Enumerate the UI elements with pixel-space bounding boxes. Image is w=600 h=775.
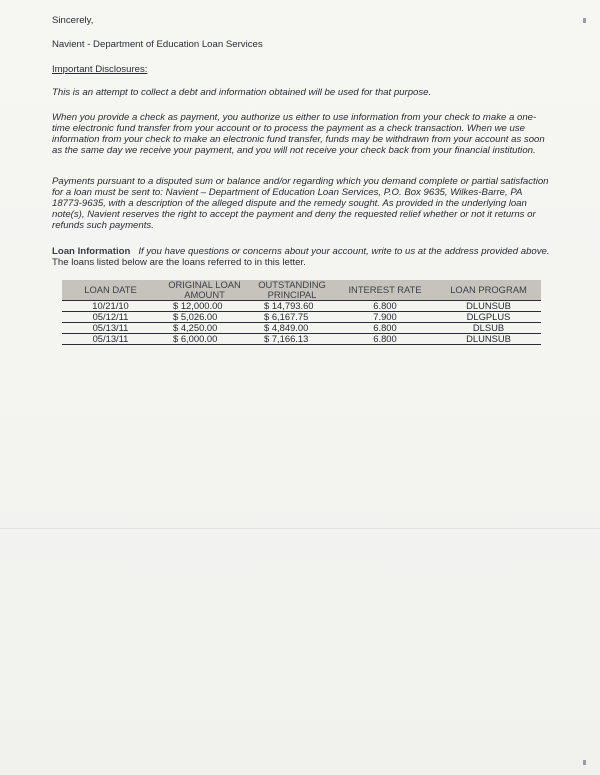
sender-name: Navient - Department of Education Loan Services	[52, 39, 263, 50]
loan-program-cell: DLUNSUB	[436, 334, 541, 345]
loan-information-heading: Loan Information	[52, 246, 131, 257]
check-payment-paragraph: When you provide a check as payment, you authorize us either to use information from your check to make a one-time electronic fund transfer from your account or to process the payment as a check transaction. When we use information from your check to make an electronic fund transfer, funds may be withdrawn from your account as soon as the same day we receive your payment, and you will not receive your check back from your financial institution.	[52, 112, 545, 156]
paper-fold-line	[0, 528, 600, 529]
loan-program-cell: DLGPLUS	[436, 312, 541, 323]
debt-collection-notice: This is an attempt to collect a debt and information obtained will be used for that purpose.	[52, 87, 432, 98]
loan-table	[62, 280, 541, 345]
table-row	[62, 312, 541, 323]
disclosures-heading: Important Disclosures:	[52, 64, 148, 75]
outstanding-principal-cell: $ 14,793.60	[250, 301, 334, 312]
loan-information-paragraph	[52, 246, 552, 268]
scan-edge-mark	[583, 760, 586, 765]
disputed-payment-paragraph: Payments pursuant to a disputed sum or balance and/or regarding which you demand complete or partial satisfaction for a loan must be sent to: Navient – Department of Education Loan Services, P.O. Box 9635, Wilkes-Barre, PA 18773-9635, with a description of the alleged dispute and the remedy sought. As provided in the underlying loan note(s), Navient reserves the right to accept the payment and deny the requested relief whether or not it returns or refunds such payments.	[52, 176, 549, 231]
column-header-original-loan-amount: ORIGINAL LOAN AMOUNT	[159, 280, 250, 301]
interest-rate-cell: 6.800	[334, 323, 436, 334]
column-header-interest-rate: INTEREST RATE	[334, 280, 436, 301]
outstanding-principal-cell: $ 6,167.75	[250, 312, 334, 323]
closing-salutation: Sincerely,	[52, 15, 94, 26]
column-header-loan-program: LOAN PROGRAM	[436, 280, 541, 301]
loan-date-cell: 10/21/10	[62, 301, 159, 312]
interest-rate-cell: 7.900	[334, 312, 436, 323]
loan-date-cell: 05/13/11	[62, 323, 159, 334]
original-amount-cell: $ 5,026.00	[159, 312, 250, 323]
loan-information-contact-note: If you have questions or concerns about your account, write to us at the address provided above.	[138, 246, 550, 257]
original-amount-cell: $ 6,000.00	[159, 334, 250, 345]
loan-date-cell: 05/12/11	[62, 312, 159, 323]
interest-rate-cell: 6.800	[334, 301, 436, 312]
loan-program-cell: DLUNSUB	[436, 301, 541, 312]
interest-rate-cell: 6.800	[334, 334, 436, 345]
original-amount-cell: $ 12,000.00	[159, 301, 250, 312]
column-header-loan-date: LOAN DATE	[62, 280, 159, 301]
column-header-outstanding-principal: OUTSTANDING PRINCIPAL	[250, 280, 334, 301]
outstanding-principal-cell: $ 7,166.13	[250, 334, 334, 345]
outstanding-principal-cell: $ 4,849.00	[250, 323, 334, 334]
table-row	[62, 301, 541, 312]
table-row	[62, 334, 541, 345]
loan-information-description: The loans listed below are the loans referred to in this letter.	[52, 257, 306, 268]
original-amount-cell: $ 4,250.00	[159, 323, 250, 334]
loan-table-header-row	[62, 280, 541, 301]
loan-date-cell: 05/13/11	[62, 334, 159, 345]
table-row	[62, 323, 541, 334]
loan-program-cell: DLSUB	[436, 323, 541, 334]
scan-edge-mark	[583, 18, 586, 23]
